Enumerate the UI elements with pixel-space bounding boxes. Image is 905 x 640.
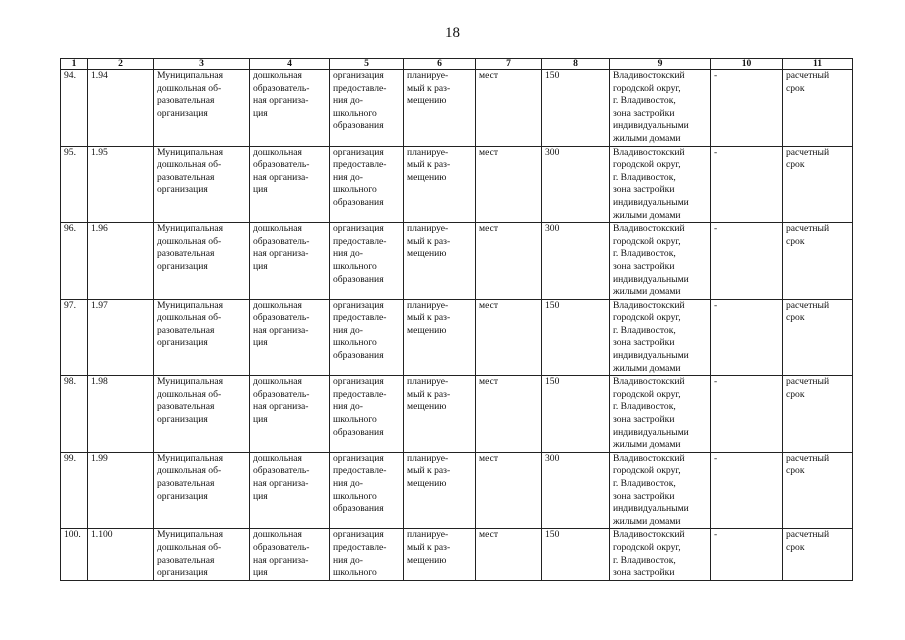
- object-status-cell: [404, 70, 476, 147]
- object-status-cell: [404, 223, 476, 300]
- capacity: 150: [545, 529, 560, 541]
- unit-cell: [476, 223, 542, 300]
- capacity-cell: [542, 376, 610, 453]
- object-status-cell: [404, 376, 476, 453]
- object-type: дошкольная образователь- ная организа- ция: [253, 452, 310, 502]
- implementation-term: расчетный срок: [786, 146, 830, 171]
- location-cell: [610, 299, 711, 376]
- object-name-cell: [154, 299, 250, 376]
- object-type: дошкольная образователь- ная организа- ция: [253, 70, 310, 119]
- column-header: 7: [476, 59, 542, 70]
- table-row: [61, 376, 853, 453]
- item-code: 1.95: [91, 146, 108, 158]
- object-status-cell: [404, 299, 476, 376]
- unit-cell: [476, 299, 542, 376]
- table-row: [61, 223, 853, 300]
- column-header: 1: [61, 59, 88, 70]
- item-code-cell: [88, 452, 154, 529]
- object-name-cell: [154, 529, 250, 581]
- header-row: [61, 59, 853, 70]
- column-header: 9: [610, 59, 711, 70]
- unit: мест: [479, 223, 499, 235]
- row-number-cell: [61, 223, 88, 300]
- column-header: 8: [542, 59, 610, 70]
- object-name: Муниципальная дошкольная об- разовательная организация: [157, 70, 224, 119]
- object-name-cell: [154, 376, 250, 453]
- row-number: 94.: [64, 70, 76, 81]
- location: Владивостокский городской округ, г. Владивосток, зона застройки индивидуальными жилыми домами: [613, 70, 689, 144]
- unit: мест: [479, 376, 499, 388]
- object-type-cell: [250, 70, 330, 147]
- capacity-cell: [542, 452, 610, 529]
- location-cell: [610, 376, 711, 453]
- item-code-cell: [88, 70, 154, 147]
- protection-zone: -: [714, 146, 718, 158]
- object-purpose: организация предоставле- ния до- школьного образования: [333, 70, 387, 132]
- item-code-cell: [88, 223, 154, 300]
- object-status-cell: [404, 529, 476, 581]
- column-header: 6: [404, 59, 476, 70]
- object-type-cell: [250, 452, 330, 529]
- registry-table: [60, 58, 853, 581]
- unit-cell: [476, 376, 542, 453]
- unit: мест: [479, 146, 499, 158]
- row-number-cell: [61, 299, 88, 376]
- object-status: планируе- мый к раз- мещению: [407, 452, 451, 489]
- object-name-cell: [154, 70, 250, 147]
- capacity: 300: [545, 146, 560, 158]
- object-status: планируе- мый к раз- мещению: [407, 376, 451, 413]
- unit-cell: [476, 529, 542, 581]
- object-type-cell: [250, 223, 330, 300]
- object-purpose: организация предоставле- ния до- школьного образования: [333, 452, 387, 515]
- row-number-cell: [61, 452, 88, 529]
- unit-cell: [476, 452, 542, 529]
- capacity-cell: [542, 70, 610, 147]
- object-name: Муниципальная дошкольная об- разовательная организация: [157, 529, 224, 579]
- page-number: 18: [445, 25, 460, 41]
- object-type: дошкольная образователь- ная организа- ция: [253, 376, 310, 426]
- protection-zone: -: [714, 70, 718, 81]
- column-header: 10: [711, 59, 783, 70]
- table-row: [61, 70, 853, 147]
- item-code: 1.99: [91, 452, 108, 464]
- protection-zone-cell: [711, 376, 783, 453]
- object-purpose: организация предоставле- ния до- школьного образования: [333, 223, 387, 285]
- protection-zone-cell: [711, 452, 783, 529]
- object-purpose-cell: [330, 452, 404, 529]
- row-number: 99.: [64, 452, 76, 464]
- item-code: 1.94: [91, 70, 108, 81]
- object-name: Муниципальная дошкольная об- разовательная организация: [157, 146, 224, 196]
- item-code: 1.100: [91, 529, 113, 541]
- object-purpose-cell: [330, 223, 404, 300]
- object-status: планируе- мый к раз- мещению: [407, 529, 451, 566]
- object-type: дошкольная образователь- ная организа- ция: [253, 223, 310, 272]
- item-code: 1.98: [91, 376, 108, 388]
- object-purpose: организация предоставле- ния до- школьного: [333, 529, 387, 579]
- object-purpose: организация предоставле- ния до- школьного образования: [333, 146, 387, 208]
- location-cell: [610, 529, 711, 581]
- object-name-cell: [154, 223, 250, 300]
- object-purpose: организация предоставле- ния до- школьного образования: [333, 376, 387, 438]
- item-code: 1.96: [91, 223, 108, 235]
- object-name: Муниципальная дошкольная об- разовательная организация: [157, 376, 224, 426]
- location-cell: [610, 70, 711, 147]
- protection-zone-cell: [711, 70, 783, 147]
- row-number: 97.: [64, 299, 76, 311]
- implementation-term-cell: [783, 529, 853, 581]
- location: Владивостокский городской округ, г. Владивосток, зона застройки: [613, 529, 685, 579]
- object-purpose-cell: [330, 299, 404, 376]
- row-number-cell: [61, 376, 88, 453]
- item-code: 1.97: [91, 299, 108, 311]
- location: Владивостокский городской округ, г. Владивосток, зона застройки индивидуальными жилыми домами: [613, 299, 689, 374]
- object-name: Муниципальная дошкольная об- разовательная организация: [157, 452, 224, 502]
- capacity: 300: [545, 223, 560, 235]
- row-number: 100.: [64, 529, 81, 541]
- object-type-cell: [250, 299, 330, 376]
- unit-cell: [476, 70, 542, 147]
- object-type-cell: [250, 146, 330, 223]
- implementation-term-cell: [783, 376, 853, 453]
- capacity: 150: [545, 70, 560, 81]
- object-status: планируе- мый к раз- мещению: [407, 70, 451, 107]
- object-status-cell: [404, 452, 476, 529]
- column-header: 3: [154, 59, 250, 70]
- location: Владивостокский городской округ, г. Владивосток, зона застройки индивидуальными жилыми домами: [613, 146, 689, 221]
- item-code-cell: [88, 146, 154, 223]
- object-type: дошкольная образователь- ная организа- ция: [253, 529, 310, 579]
- object-type-cell: [250, 529, 330, 581]
- protection-zone-cell: [711, 223, 783, 300]
- implementation-term: расчетный срок: [786, 452, 830, 477]
- object-type: дошкольная образователь- ная организа- ция: [253, 146, 310, 196]
- object-status-cell: [404, 146, 476, 223]
- object-name-cell: [154, 146, 250, 223]
- object-type: дошкольная образователь- ная организа- ция: [253, 299, 310, 349]
- object-purpose-cell: [330, 529, 404, 581]
- object-purpose-cell: [330, 146, 404, 223]
- capacity-cell: [542, 146, 610, 223]
- row-number-cell: [61, 146, 88, 223]
- protection-zone: -: [714, 299, 718, 311]
- implementation-term: расчетный срок: [786, 223, 830, 247]
- capacity: 300: [545, 452, 560, 464]
- location: Владивостокский городской округ, г. Владивосток, зона застройки индивидуальными жилыми домами: [613, 223, 689, 298]
- item-code-cell: [88, 299, 154, 376]
- location-cell: [610, 223, 711, 300]
- implementation-term: расчетный срок: [786, 529, 830, 553]
- object-status: планируе- мый к раз- мещению: [407, 299, 451, 336]
- unit: мест: [479, 529, 499, 541]
- implementation-term-cell: [783, 223, 853, 300]
- capacity-cell: [542, 299, 610, 376]
- row-number-cell: [61, 70, 88, 147]
- item-code-cell: [88, 529, 154, 581]
- table-row: [61, 146, 853, 223]
- location: Владивостокский городской округ, г. Владивосток, зона застройки индивидуальными жилыми домами: [613, 376, 689, 451]
- implementation-term-cell: [783, 452, 853, 529]
- unit: мест: [479, 70, 499, 81]
- column-header: 4: [250, 59, 330, 70]
- location-cell: [610, 452, 711, 529]
- row-number: 96.: [64, 223, 76, 235]
- object-purpose-cell: [330, 376, 404, 453]
- row-number: 95.: [64, 146, 76, 158]
- capacity-cell: [542, 223, 610, 300]
- implementation-term-cell: [783, 146, 853, 223]
- row-number-cell: [61, 529, 88, 581]
- object-purpose: организация предоставле- ния до- школьного образования: [333, 299, 387, 362]
- table-row: [61, 529, 853, 581]
- implementation-term-cell: [783, 299, 853, 376]
- unit: мест: [479, 452, 499, 464]
- object-name: Муниципальная дошкольная об- разовательная организация: [157, 223, 224, 272]
- protection-zone-cell: [711, 529, 783, 581]
- column-header: 11: [783, 59, 853, 70]
- object-name-cell: [154, 452, 250, 529]
- protection-zone: -: [714, 529, 718, 541]
- location-cell: [610, 146, 711, 223]
- object-status: планируе- мый к раз- мещению: [407, 146, 451, 183]
- column-header: 2: [88, 59, 154, 70]
- protection-zone-cell: [711, 299, 783, 376]
- object-purpose-cell: [330, 70, 404, 147]
- column-header: 5: [330, 59, 404, 70]
- protection-zone-cell: [711, 146, 783, 223]
- object-name: Муниципальная дошкольная об- разовательная организация: [157, 299, 224, 349]
- location: Владивостокский городской округ, г. Владивосток, зона застройки индивидуальными жилыми домами: [613, 452, 689, 527]
- table-row: [61, 452, 853, 529]
- table-row: [61, 299, 853, 376]
- unit: мест: [479, 299, 499, 311]
- implementation-term-cell: [783, 70, 853, 147]
- object-status: планируе- мый к раз- мещению: [407, 223, 451, 260]
- implementation-term: расчетный срок: [786, 376, 830, 400]
- row-number: 98.: [64, 376, 76, 388]
- protection-zone: -: [714, 376, 718, 388]
- capacity: 150: [545, 299, 560, 311]
- object-type-cell: [250, 376, 330, 453]
- protection-zone: -: [714, 452, 718, 464]
- unit-cell: [476, 146, 542, 223]
- implementation-term: расчетный срок: [786, 70, 830, 94]
- protection-zone: -: [714, 223, 718, 235]
- capacity-cell: [542, 529, 610, 581]
- implementation-term: расчетный срок: [786, 299, 830, 324]
- item-code-cell: [88, 376, 154, 453]
- capacity: 150: [545, 376, 560, 388]
